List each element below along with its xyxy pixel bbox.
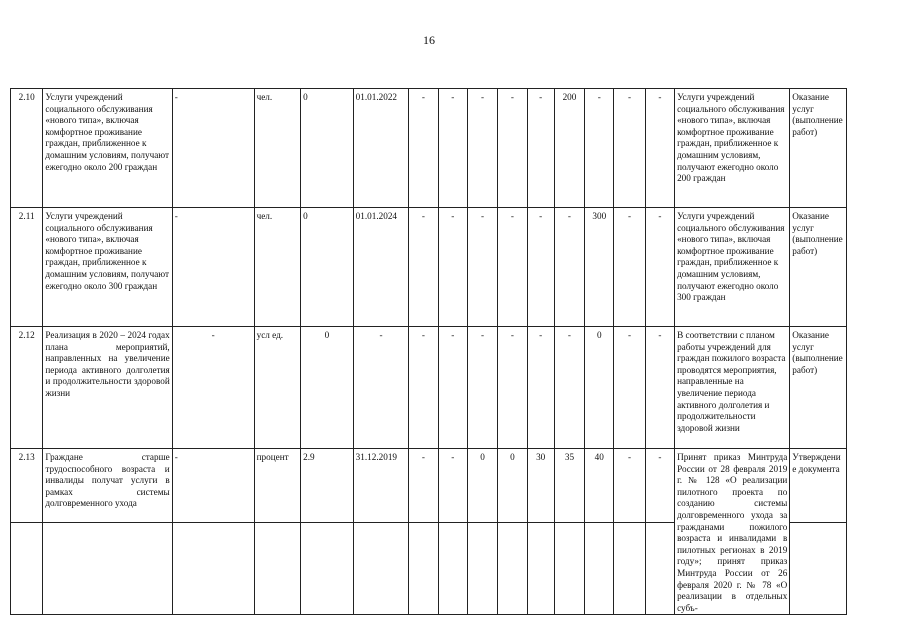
- row-year-value: -: [527, 327, 554, 449]
- table-row: [11, 208, 847, 327]
- row-type: Утверждение документа: [790, 449, 847, 523]
- row-number: 2.13: [11, 449, 43, 523]
- indicators-table: [10, 88, 847, 615]
- empty-cell: [438, 522, 467, 614]
- empty-cell: [254, 522, 301, 614]
- row-unit: чел.: [254, 208, 301, 327]
- row-year-value: -: [614, 89, 645, 208]
- row-base-value: 2.9: [301, 449, 354, 523]
- row-year-value: -: [614, 208, 645, 327]
- row-base-date: 01.01.2022: [353, 89, 409, 208]
- row-unit: процент: [254, 449, 301, 523]
- row-unit: усл ед.: [254, 327, 301, 449]
- row-year-value: -: [498, 327, 527, 449]
- row-description: Реализация в 2020 – 2024 годах плана мероприятий, направленных на увеличение периода активного долголетия и продолжительности здоровой жизни: [43, 327, 172, 449]
- table-row: [11, 327, 847, 449]
- row-result: Услуги учреждений социального обслуживания «нового типа», включая комфортное проживание граждан, приближенное к домашним условиям, получают ежегодно около 300 граждан: [675, 208, 790, 327]
- row-year-value: -: [438, 449, 467, 523]
- empty-cell: [498, 522, 527, 614]
- row-base-value: 0: [301, 327, 354, 449]
- row-number: 2.12: [11, 327, 43, 449]
- row-year-value: -: [467, 208, 497, 327]
- row-year-value: 0: [467, 449, 497, 523]
- row-number: 2.10: [11, 89, 43, 208]
- row-col2: -: [172, 327, 254, 449]
- empty-cell: [172, 522, 254, 614]
- empty-cell: [585, 522, 614, 614]
- empty-cell: [409, 522, 438, 614]
- row-year-value: -: [645, 89, 674, 208]
- empty-cell: [645, 522, 674, 614]
- row-result: Услуги учреждений социального обслуживания «нового типа», включая комфортное проживание граждан, приближенное к домашним условиям, получают ежегодно около 200 граждан: [675, 89, 790, 208]
- row-year-value: -: [614, 327, 645, 449]
- row-type: Оказание услуг (выполнение работ): [790, 327, 847, 449]
- row-description: Услуги учреждений социального обслуживания «нового типа», включая комфортное проживание граждан, приближенное к домашним условиям, получают ежегодно около 300 граждан: [43, 208, 172, 327]
- empty-cell: [301, 522, 354, 614]
- row-base-date: 31.12.2019: [353, 449, 409, 523]
- row-year-value: -: [409, 327, 438, 449]
- row-result: В соответствии с планом работы учреждений для граждан пожилого возраста проводятся мероприятия, направленные на увеличение периода активного долголетия и продолжительности здоровой жизни: [675, 327, 790, 449]
- row-base-date: -: [353, 327, 409, 449]
- row-result: Принят приказ Минтруда России от 28 февраля 2019 г. № 128 «О реализации пилотного проекта по созданию системы долговременного ухода за гражданами пожилого возраста и инвалидами в пилотных регионах в 2019 году»; принят приказ Минтруда России от 26 февраля 2020 г. № 78 «О реализации в отдельных субъ-: [675, 449, 790, 615]
- row-description: Граждане старше трудоспособного возраста и инвалиды получат услуги в рамках системы долговременного ухода: [43, 449, 172, 523]
- row-year-value: 0: [498, 449, 527, 523]
- row-year-value: -: [645, 327, 674, 449]
- row-year-value: -: [527, 89, 554, 208]
- page-number: 16: [423, 33, 435, 47]
- row-type: Оказание услуг (выполнение работ): [790, 208, 847, 327]
- row-base-value: 0: [301, 89, 354, 208]
- row-year-value: 40: [585, 449, 614, 523]
- row-year-value: -: [438, 208, 467, 327]
- row-year-value: -: [554, 327, 584, 449]
- row-base-value: 0: [301, 208, 354, 327]
- row-year-value: -: [645, 208, 674, 327]
- row-year-value: 30: [527, 449, 554, 523]
- row-year-value: -: [438, 89, 467, 208]
- empty-cell: [43, 522, 172, 614]
- row-col2: -: [172, 89, 254, 208]
- row-year-value: -: [467, 327, 497, 449]
- empty-cell: [614, 522, 645, 614]
- table-row: [11, 89, 847, 208]
- empty-cell: [554, 522, 584, 614]
- row-number: 2.11: [11, 208, 43, 327]
- row-year-value: -: [645, 449, 674, 523]
- row-base-date: 01.01.2024: [353, 208, 409, 327]
- row-year-value: -: [409, 89, 438, 208]
- empty-cell: [527, 522, 554, 614]
- row-col2: -: [172, 449, 254, 523]
- row-year-value: -: [409, 449, 438, 523]
- row-col2: -: [172, 208, 254, 327]
- row-type: Оказание услуг (выполнение работ): [790, 89, 847, 208]
- row-year-value: -: [527, 208, 554, 327]
- row-year-value: -: [409, 208, 438, 327]
- row-year-value: 200: [554, 89, 584, 208]
- empty-cell: [11, 522, 43, 614]
- empty-cell: [467, 522, 497, 614]
- row-unit: чел.: [254, 89, 301, 208]
- empty-cell: [353, 522, 409, 614]
- empty-cell: [790, 522, 847, 614]
- row-year-value: -: [498, 89, 527, 208]
- row-year-value: -: [614, 449, 645, 523]
- row-year-value: -: [467, 89, 497, 208]
- table-row: [11, 449, 847, 523]
- row-year-value: -: [554, 208, 584, 327]
- row-year-value: -: [498, 208, 527, 327]
- row-year-value: 300: [585, 208, 614, 327]
- row-year-value: 0: [585, 327, 614, 449]
- row-description: Услуги учреждений социального обслуживания «нового типа», включая комфортное проживание граждан, приближенное к домашним условиям, получают ежегодно около 200 граждан: [43, 89, 172, 208]
- row-year-value: -: [585, 89, 614, 208]
- row-year-value: -: [438, 327, 467, 449]
- row-year-value: 35: [554, 449, 584, 523]
